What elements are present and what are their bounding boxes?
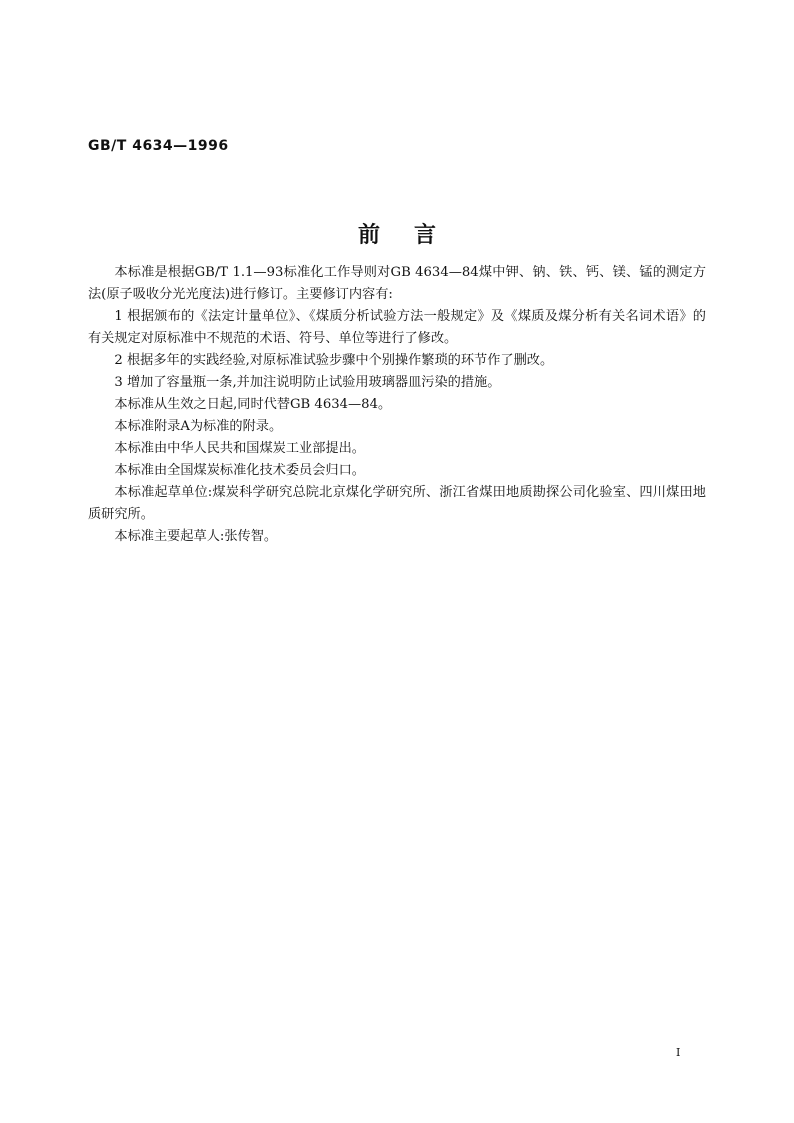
paragraph-appendix: 本标准附录A为标准的附录。 [114,419,283,434]
paragraph-drafters: 本标准主要起草人:张传智。 [114,529,278,544]
standard-code: GB/T 4634—1996 [88,138,229,154]
paragraph-intro: 本标准是根据GB/T 1.1—93标准化工作导则对GB 4634—84煤中钾、钠、铁、钙、镁、锰的测定方法(原子吸收分光光度法)进行修订。主要修订内容有: [88,265,706,302]
paragraph-item-2: 2 根据多年的实践经验,对原标准试验步骤中个别操作繁琐的环节作了删改。 [114,353,554,368]
paragraph-item-3: 3 增加了容量瓶一条,并加注说明防止试验用玻璃器皿污染的措施。 [114,375,501,390]
page-number: I [676,1046,681,1059]
paragraph-drafting-units: 本标准起草单位:煤炭科学研究总院北京煤化学研究所、浙江省煤田地质勘探公司化验室、四川煤田地质研究所。 [88,485,706,522]
page-title: 前言 [357,223,470,248]
paragraph-proposer: 本标准由中华人民共和国煤炭工业部提出。 [114,441,365,456]
paragraph-replaces: 本标准从生效之日起,同时代替GB 4634—84。 [114,397,392,412]
paragraph-item-1: 1 根据颁布的《法定计量单位》、《煤质分析试验方法一般规定》及《煤质及煤分析有关名词术语》的有关规定对原标准中不规范的术语、符号、单位等进行了修改。 [88,309,706,346]
document-body [88,262,706,548]
paragraph-committee: 本标准由全国煤炭标准化技术委员会归口。 [114,463,365,478]
